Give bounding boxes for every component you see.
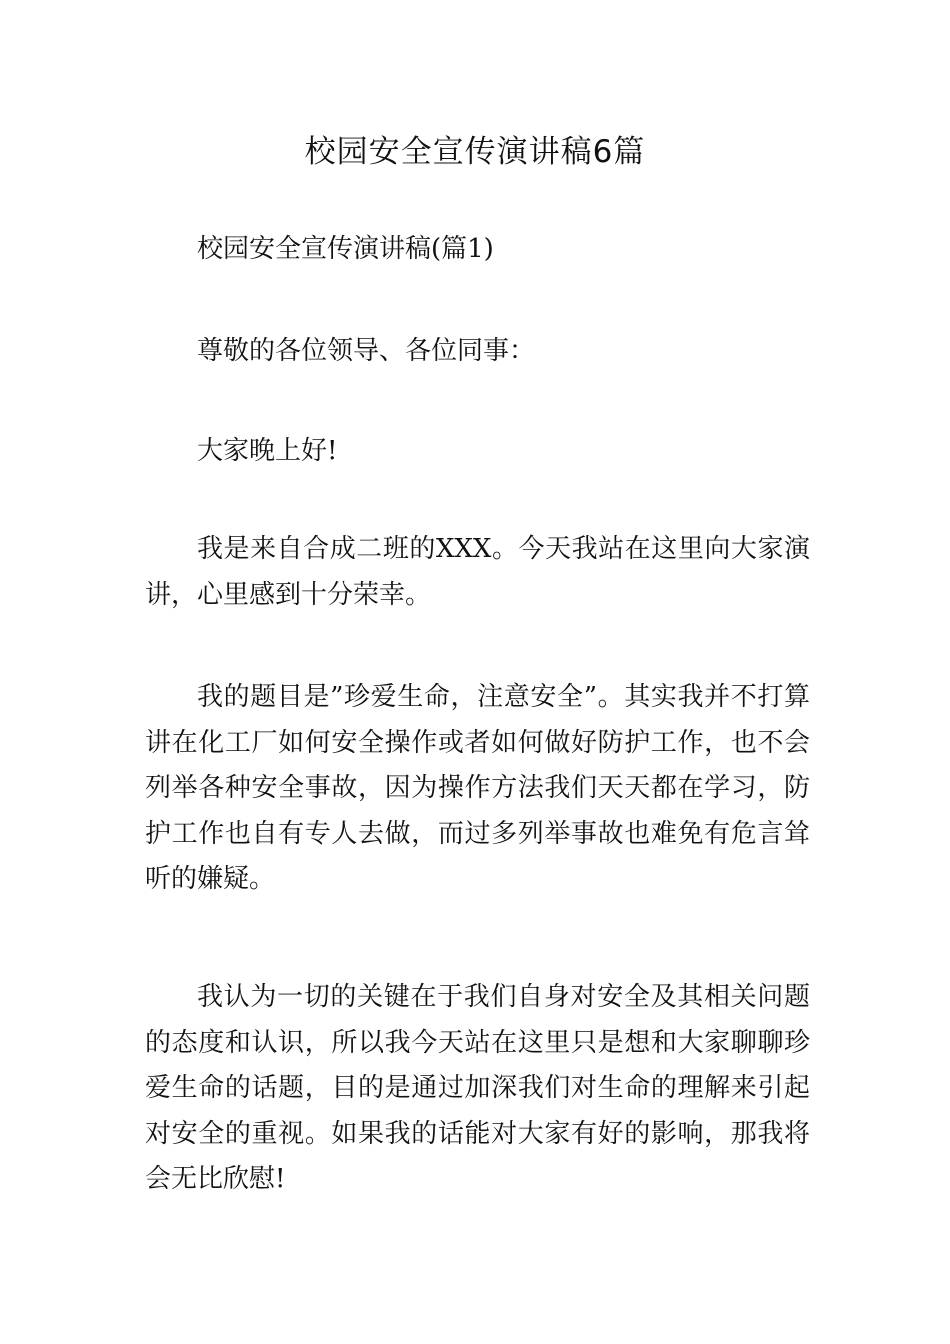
body-paragraph: 我的题目是”珍爱生命，注意安全”。其实我并不打算讲在化工厂如何安全操作或者如何做好防护工作，也不会列举各种安全事故，因为操作方法我们天天都在学习，防护工作也自有专人去做，而过多列举事故也难免有危言耸听的嫌疑。 (145, 682, 810, 894)
body-paragraph: 我认为一切的关键在于我们自身对安全及其相关问题的态度和认识，所以我今天站在这里只是想和大家聊聊珍爱生命的话题，目的是通过加深我们对生命的理解来引起对安全的重视。如果我的话能对大家有好的影响，那我将会无比欣慰! (145, 982, 810, 1194)
document-title: 校园安全宣传演讲稿6篇 (304, 134, 646, 170)
greeting-paragraph: 大家晚上好! (197, 436, 338, 466)
section-heading: 校园安全宣传演讲稿(篇1) (197, 234, 494, 264)
body-paragraph: 我是来自合成二班的XXX。今天我站在这里向大家演讲，心里感到十分荣幸。 (145, 534, 810, 610)
salutation-paragraph: 尊敬的各位领导、各位同事： (197, 336, 536, 366)
